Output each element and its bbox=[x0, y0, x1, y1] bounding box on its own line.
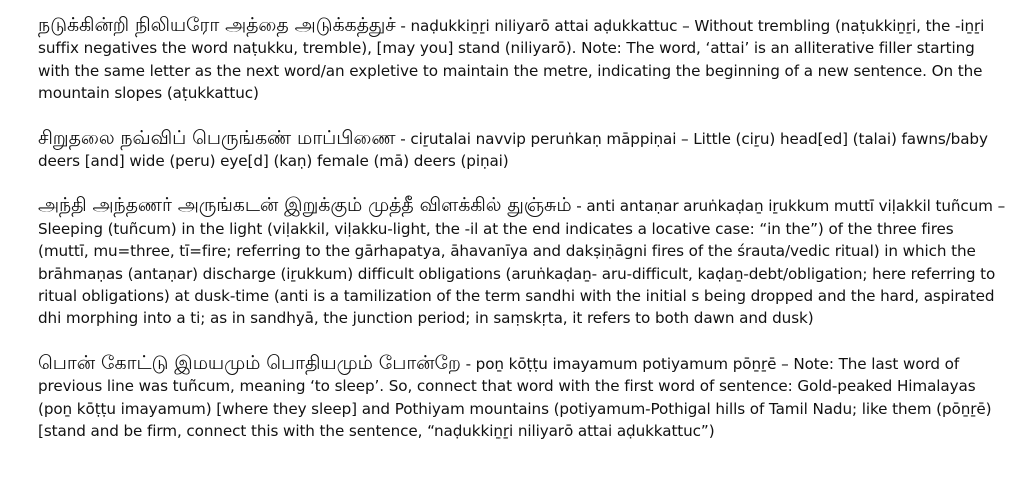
paragraph-4 bbox=[38, 352, 1008, 443]
document-body bbox=[38, 14, 1008, 465]
translation-text-3: - anti antaṇar aruṅkaḍaṉ iṟukkum muttī viḷakkil tuñcum – Sleeping (tuñcum) in the light (viḷakkil, viḷakku-light, the -il at the end indicates a locative case: “in the”) of the three fires (muttī, mu=three, tī=fire; referring to the gārhapatya, āhavanīya and dakṣiṇāgni fires of the śrauta/vedic ritual) in which the brāhmaṇas (antaṇar) discharge (iṟukkum) difficult obligations (aruṅkaḍaṉ- aru-difficult, kaḍaṉ-debt/obligation; here referring to ritual obligations) at dusk-time (anti is a tamilization of the term sandhi with the initial s being dropped and the hard, aspirated dhi morphing into a ti; as in sandhyā, the junction period; in saṃskṛta, it refers to both dawn and dusk) bbox=[38, 197, 1006, 328]
translation-text-4: - poṉ kōṭṭu imayamum potiyamum pōṉṟē – Note: The last word of previous line was tuñcum, meaning ‘to sleep’. So, connect that word with the first word of sentence: Gold-peaked Himalayas (poṉ kōṭṭu imayamum) [where they sleep] and Pothiyam mountains (potiyamum-Pothigal hills of Tamil Nadu; like them (pōṉṟē) [stand and be firm, connect this with the sentence, “naḍukkiṉṟi niliyarō attai aḍukkattuc”) bbox=[38, 354, 992, 441]
tamil-verse-line-1: நடுக்கின்றி நிலியரோ அத்தை அடுக்கத்துச் bbox=[38, 14, 396, 36]
paragraph-1 bbox=[38, 14, 1008, 105]
paragraph-3 bbox=[38, 194, 1008, 329]
translation-text-1: - naḍukkiṉṟi niliyarō attai aḍukkattuc – Without trembling (naṭukkiṉṟi, the -iṉṟi suffix negatives the word naṭukku, tremble), [may you] stand (niliyarō). Note: The word, ‘attai’ is an alliterative filler starting with the same letter as the next word/an expletive to maintain the metre, indicating the beginning of a new sentence. On the mountain slopes (aṭukkattuc) bbox=[38, 17, 985, 103]
translation-text-2: - ciṟutalai navvip peruṅkaṇ māppiṇai – Little (ciṟu) head[ed] (talai) fawns/baby deers [and] wide (peru) eye[d] (kaṇ) female (mā) deers (piṇai) bbox=[38, 129, 988, 171]
tamil-verse-line-2: சிறுதலை நவ்விப் பெருங்கண் மாப்பிணை bbox=[38, 126, 396, 149]
paragraph-2 bbox=[38, 127, 1008, 173]
tamil-verse-line-4: பொன் கோட்டு இமயமும் பொதியமும் போன்றே bbox=[38, 351, 461, 374]
tamil-verse-line-3: அந்தி அந்தணர் அருங்கடன் இறுக்கும் முத்தீ விளக்கில் துஞ்சும் bbox=[38, 194, 572, 217]
